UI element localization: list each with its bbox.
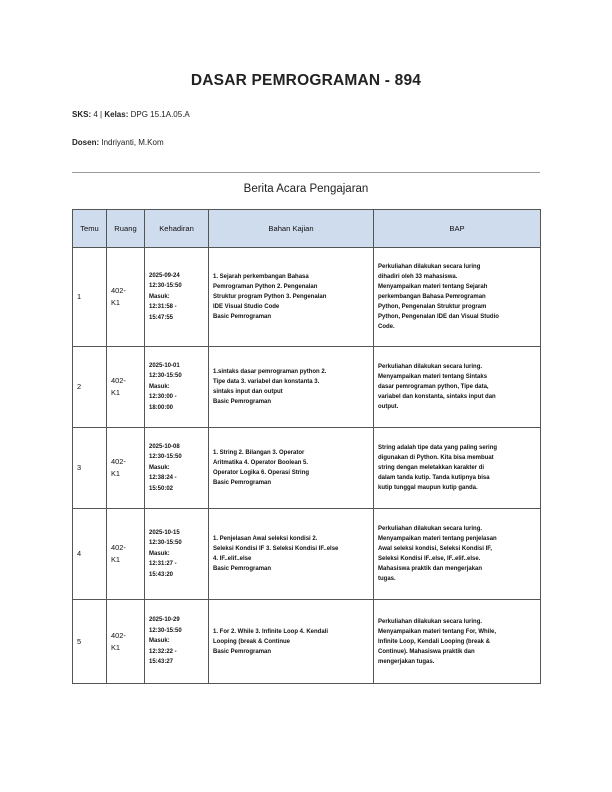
bap-value: Perkuliahan dilakukan secara luring. Menyampaikan materi tentang penjelasan Awal seleksi kondisi, Seleksi Kondisi IF, Seleksi Kondisi IF..else, IF..elif..else. Mahasiswa praktik dan mengerjakan tugas. (378, 526, 497, 582)
cell-kehadiran (145, 509, 209, 600)
temu-value: 5 (77, 636, 82, 646)
bahan-kajian-value: 1. Sejarah perkembangan Bahasa Pemrograman Python 2. Pengenalan Struktur program Python 3. Pengenalan IDE Visual Studio Code Basic Pemrograman (213, 274, 327, 320)
bahan-kajian-value: 1. String 2. Bilangan 3. Operator Aritmatika 4. Operator Boolean 5. Operator Logika 6. Operasi String Basic Pemrograman (213, 450, 310, 486)
kehadiran-value: 2025-10-15 12:30-15:50 Masuk: 12:31:27 - 15:43:20 (149, 529, 182, 578)
horizontal-divider (72, 172, 540, 173)
cell-bahan-kajian (209, 509, 374, 600)
lecturer-line (72, 138, 164, 147)
sks-value: 4 (93, 110, 98, 119)
kelas-label: Kelas: (104, 110, 129, 119)
teaching-record-table (72, 209, 541, 684)
table-row (73, 248, 541, 347)
cell-ruang (107, 248, 145, 347)
table-row (73, 347, 541, 428)
course-meta-line (72, 110, 190, 119)
temu-value: 1 (77, 292, 82, 301)
cell-kehadiran (145, 248, 209, 347)
cell-ruang (107, 428, 145, 509)
cell-kehadiran (145, 347, 209, 428)
cell-bahan-kajian (209, 428, 374, 509)
header-kehadiran: Kehadiran (145, 210, 209, 248)
header-bahan-kajian: Bahan Kajian (209, 210, 374, 248)
cell-kehadiran (145, 600, 209, 684)
cell-bap (374, 600, 541, 684)
cell-temu (73, 347, 107, 428)
bahan-kajian-value: 1. Penjelasan Awal seleksi kondisi 2. Seleksi Kondisi IF 3. Seleksi Kondisi IF..else 4. IF..elif..else Basic Pemrograman (213, 536, 339, 572)
header-temu: Temu (73, 210, 107, 248)
temu-value: 3 (77, 463, 82, 472)
table-header-row (73, 210, 541, 248)
cell-bap (374, 509, 541, 600)
cell-bahan-kajian (209, 600, 374, 684)
table-row (73, 428, 541, 509)
document-title: DASAR PEMROGRAMAN - 894 (190, 72, 422, 89)
kehadiran-value: 2025-10-08 12:30-15:50 Masuk: 12:38:24 - 15:50:02 (149, 443, 182, 492)
ruang-value: 402- K1 (111, 630, 126, 652)
bahan-kajian-value: 1.sintaks dasar pemrograman python 2. Tipe data 3. variabel dan konstanta 3. sintaks input dan output Basic Pemrograman (213, 369, 327, 405)
kehadiran-value: 2025-09-24 12:30-15:50 Masuk: 12:31:58 - 15:47:55 (149, 272, 182, 321)
cell-temu (73, 600, 107, 684)
ruang-value: 402- K1 (111, 286, 126, 307)
bap-value: Perkuliahan dilakukan secara luring. Menyampaikan materi tentang For, While, Infinite Loop, Kendali Looping (break & Continue). Mahasiswa praktik dan mengerjakan tugas. (378, 618, 497, 665)
header-bap: BAP (374, 210, 541, 248)
section-subtitle: Berita Acara Pengajaran (243, 183, 369, 195)
kehadiran-value: 2025-10-29 12:30-15:50 Masuk: 12:32:22 - 15:43:27 (149, 617, 182, 666)
cell-temu (73, 248, 107, 347)
ruang-value: 402- K1 (111, 543, 126, 564)
bahan-kajian-value: 1. For 2. While 3. Infinite Loop 4. Kendali Looping (break & Continue Basic Pemrograman (213, 628, 329, 655)
bap-value: Perkuliahan dilakukan secara luring. Menyampaikan materi tentang Sintaks dasar pemrograman python, Tipe data, variabel dan konstanta, sintaks input dan output. (378, 364, 496, 410)
cell-ruang (107, 347, 145, 428)
ruang-value: 402- K1 (111, 457, 126, 478)
table-row (73, 509, 541, 600)
header-ruang: Ruang (107, 210, 145, 248)
cell-kehadiran (145, 428, 209, 509)
meta-separator: | (100, 110, 103, 119)
dosen-label: Dosen: (72, 138, 100, 147)
cell-temu (73, 509, 107, 600)
temu-value: 4 (77, 549, 82, 558)
cell-bap (374, 428, 541, 509)
cell-ruang (107, 600, 145, 684)
kehadiran-value: 2025-10-01 12:30-15:50 Masuk: 12:30:00 - 18:00:00 (149, 362, 182, 411)
cell-ruang (107, 509, 145, 600)
cell-bahan-kajian (209, 347, 374, 428)
temu-value: 2 (77, 382, 82, 391)
cell-bap (374, 347, 541, 428)
cell-temu (73, 428, 107, 509)
bap-value: String adalah tipe data yang paling sering digunakan di Python. Kita bisa membuat string dengan meletakkan karakter di dalam tanda kutip. Tanda kutipnya bisa kutip tunggal maupun kutip ganda. (378, 445, 498, 491)
sks-label: SKS: (72, 110, 92, 119)
ruang-value: 402- K1 (111, 376, 126, 397)
table-row (73, 600, 541, 684)
cell-bap (374, 248, 541, 347)
cell-bahan-kajian (209, 248, 374, 347)
dosen-value: Indriyanti, M.Kom (101, 138, 164, 147)
kelas-value: DPG 15.1A.05.A (130, 110, 190, 119)
bap-value: Perkuliahan dilakukan secara luring dihadiri oleh 33 mahasiswa. Menyampaikan materi tentang Sejarah perkembangan Bahasa Pemrograman Python, Pengenalan Struktur program Python, Pengenalan IDE dan Visual Studio Code. (378, 264, 499, 330)
